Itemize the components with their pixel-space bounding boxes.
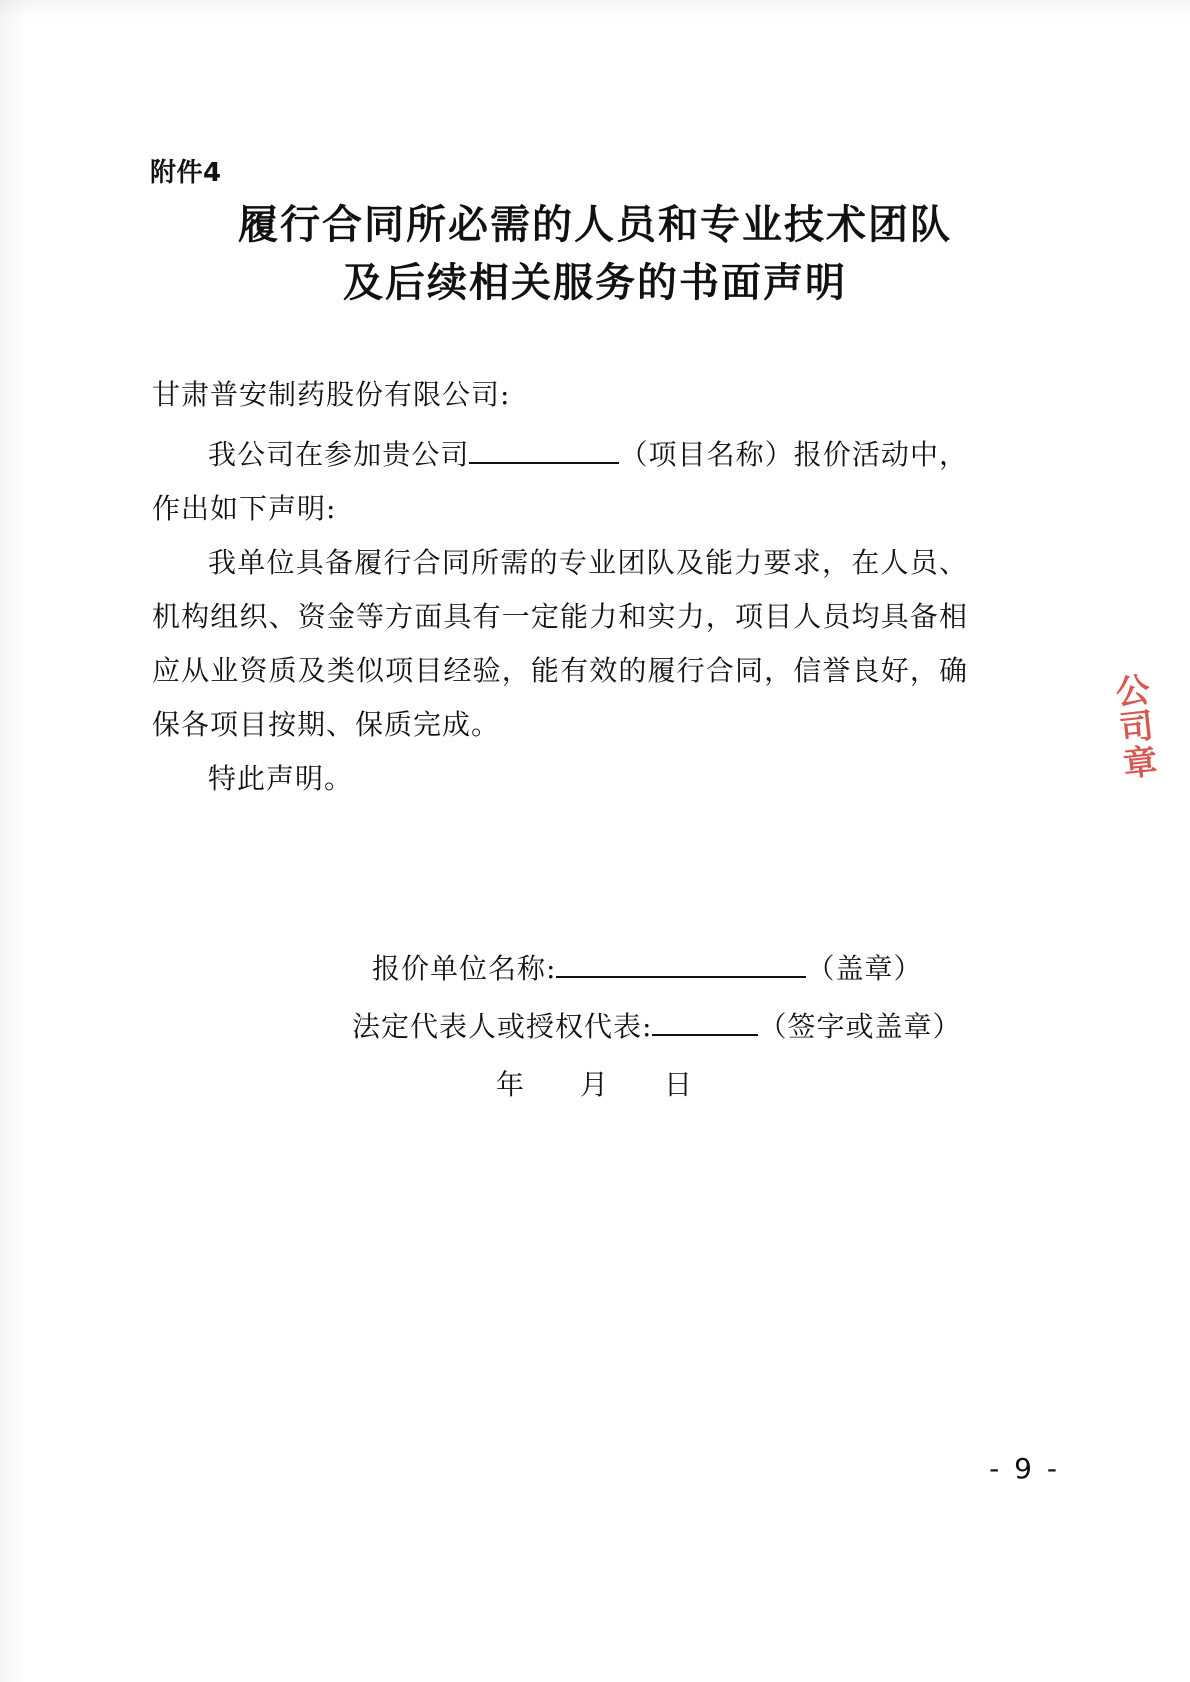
statement-paragraph-1 [152, 428, 968, 536]
statement-paragraph-1-part-3: 中，作出如下声明: [152, 438, 968, 525]
date-year-label: 年 [496, 1068, 527, 1101]
signature-representative-note: （签字或盖章） [758, 1010, 962, 1043]
signature-date-row [300, 1056, 1000, 1114]
signature-company-label: 报价单位名称: [372, 952, 557, 985]
page-number: - 9 - [989, 1452, 1060, 1485]
document-body [152, 368, 968, 806]
signature-company-blank[interactable] [556, 976, 806, 978]
statement-paragraph-1-part-2: （项目名称）报价活动 [619, 438, 910, 471]
page-edge-shadow-top [0, 0, 1190, 20]
date-month-label: 月 [580, 1068, 611, 1101]
page-title-line-2: 及后续相关服务的书面声明 [343, 260, 847, 306]
date-day-label: 日 [664, 1068, 695, 1101]
red-seal-stamp: 公司章 [1107, 671, 1159, 783]
addressee-line: 甘肃普安制药股份有限公司: [152, 378, 511, 411]
statement-paragraph-1-part-1: 我公司在参加贵公司 [208, 438, 470, 471]
signature-representative-row [300, 998, 1000, 1056]
page-title [0, 196, 1190, 312]
attachment-label: 附件4 [150, 158, 222, 188]
statement-paragraph-3: 特此声明。 [208, 762, 354, 795]
signature-representative-label: 法定代表人或授权代表: [352, 1010, 653, 1043]
page-title-line-1: 履行合同所必需的人员和专业技术团队 [238, 202, 952, 248]
signature-block [300, 940, 1000, 1114]
statement-paragraph-2: 我单位具备履行合同所需的专业团队及能力要求，在人员、机构组织、资金等方面具有一定能力和实力，项目人员均具备相应从业资质及类似项目经验，能有效的履行合同，信誉良好，确保各项目按期、保质完成。 [152, 546, 968, 741]
signature-representative-blank[interactable] [652, 1034, 758, 1036]
signature-company-row [300, 940, 1000, 998]
signature-company-note: （盖章） [806, 952, 923, 985]
project-name-blank[interactable] [469, 462, 619, 464]
